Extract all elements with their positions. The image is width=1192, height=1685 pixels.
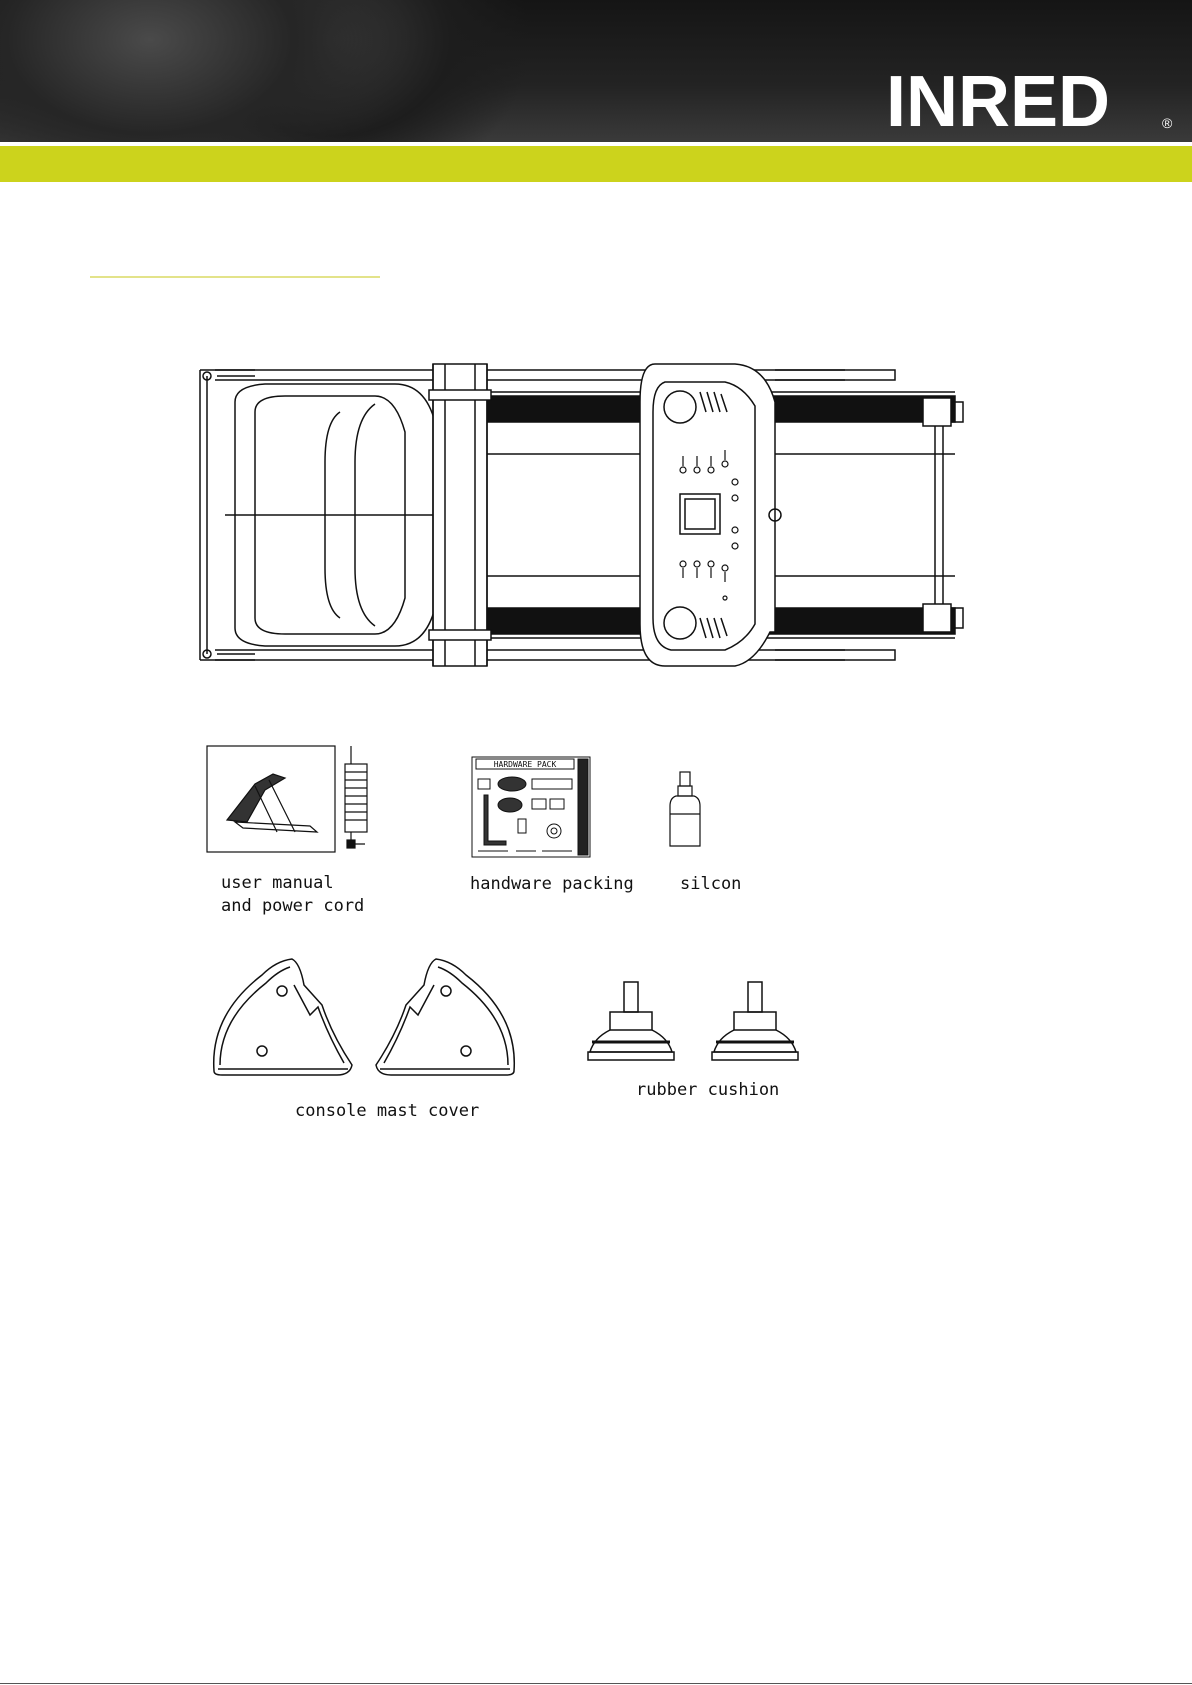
header-banner (0, 0, 1192, 142)
treadmill-top-view (195, 362, 1005, 668)
hardware-pack-title: HARDWARE PACK (493, 760, 557, 769)
user-manual-label-line1: user manual (221, 873, 334, 893)
rubber-cushion-illustration (586, 978, 806, 1064)
registered-mark: ® (1162, 115, 1173, 131)
page-bottom-rule (0, 1683, 1192, 1684)
console-mast-cover-illustration (212, 955, 517, 1080)
user-manual-label-line2: and power cord (221, 896, 365, 916)
section-heading-rule (90, 276, 380, 278)
hardware-pack-label: handware packing (470, 874, 634, 894)
brand-logo (886, 66, 1176, 132)
hardware-pack-illustration (470, 755, 592, 861)
silicone-bottle-illustration (666, 770, 706, 850)
brand-logo-text: INRED (886, 66, 1111, 132)
mast-cover-label: console mast cover (295, 1101, 480, 1121)
silicone-label: silcon (680, 874, 742, 894)
accent-band (0, 146, 1192, 182)
rubber-cushion-label: rubber cushion (636, 1080, 780, 1100)
user-manual-illustration (205, 744, 380, 854)
